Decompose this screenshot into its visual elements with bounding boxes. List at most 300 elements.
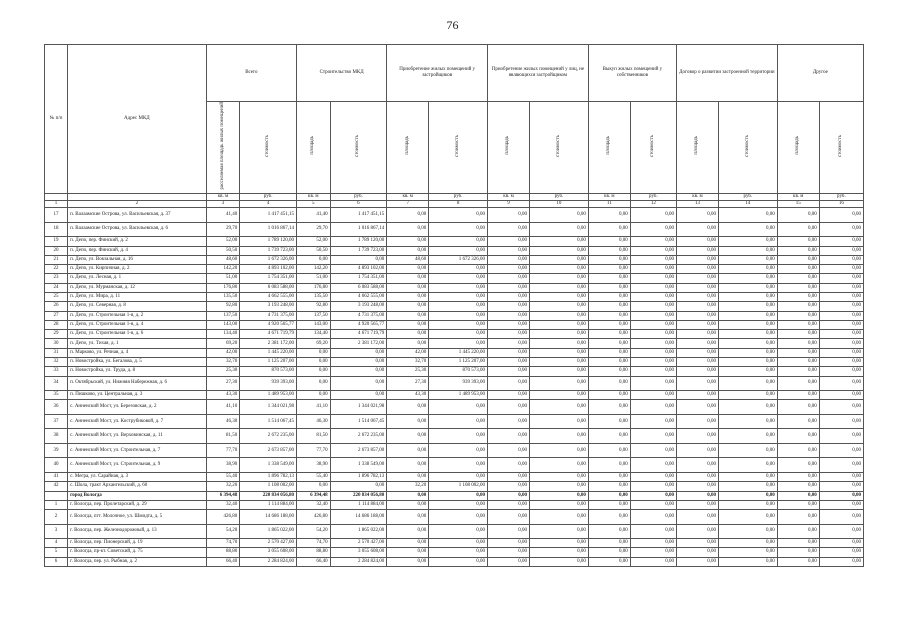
units-cell: кв. м bbox=[387, 193, 429, 200]
value-cell: 41,10 bbox=[296, 400, 330, 415]
address-cell: г. Вологда, пер. Железнодорожный, д. 13 bbox=[68, 524, 207, 539]
value-cell: 77,70 bbox=[296, 443, 330, 458]
value-cell: 0,00 bbox=[718, 524, 777, 539]
table-row bbox=[45, 274, 864, 283]
value-cell: 1 016 867,14 bbox=[330, 222, 387, 237]
units-cell: кв. м bbox=[488, 193, 530, 200]
value-cell: 0,00 bbox=[530, 358, 589, 367]
value-cell: 46,30 bbox=[206, 414, 240, 429]
value-cell: 0,00 bbox=[676, 472, 718, 481]
row-number-cell: 31 bbox=[45, 348, 68, 357]
address-cell: с. Анненский Мост, ул. Кострубиковой, д. 7 bbox=[68, 414, 207, 429]
value-cell: 6 083 588,00 bbox=[330, 283, 387, 292]
value-cell: 0,00 bbox=[530, 255, 589, 264]
value-cell: 0,00 bbox=[488, 510, 530, 525]
value-cell: 0,00 bbox=[630, 246, 676, 255]
value-cell: 0,00 bbox=[387, 500, 429, 509]
value-cell: 6 083 588,00 bbox=[240, 283, 297, 292]
value-cell: 2 284 824,00 bbox=[330, 557, 387, 566]
row-number-cell: 4 bbox=[45, 539, 68, 548]
value-cell: 0,00 bbox=[530, 339, 589, 348]
header-vertical-label: стоимость bbox=[530, 102, 589, 194]
value-cell: 66,40 bbox=[206, 557, 240, 566]
subtotal-row bbox=[45, 491, 864, 500]
value-cell: 0,00 bbox=[676, 246, 718, 255]
value-cell: 0,00 bbox=[429, 208, 488, 223]
value-cell: 0,00 bbox=[429, 302, 488, 311]
value-cell: 1 514 067,45 bbox=[330, 414, 387, 429]
value-cell: 0,00 bbox=[630, 222, 676, 237]
value-cell: 0,00 bbox=[819, 500, 863, 509]
address-cell: п. Новостройка, ул. Труда, д. 8 bbox=[68, 367, 207, 376]
value-cell: 0,00 bbox=[819, 482, 863, 491]
value-cell: 0,00 bbox=[718, 539, 777, 548]
value-cell: 1 108 002,00 bbox=[429, 482, 488, 491]
value-cell: 2 570 427,00 bbox=[240, 539, 297, 548]
value-cell: 0,00 bbox=[718, 302, 777, 311]
value-cell: 1 754 351,00 bbox=[330, 274, 387, 283]
value-cell: 0,00 bbox=[330, 255, 387, 264]
value-cell: 0,00 bbox=[718, 293, 777, 302]
value-cell: 52,00 bbox=[296, 237, 330, 246]
mkd-resettlement-table bbox=[44, 44, 864, 567]
value-cell: 0,00 bbox=[718, 339, 777, 348]
value-cell: 0,00 bbox=[819, 237, 863, 246]
column-number-row bbox=[45, 200, 864, 207]
value-cell: 4 920 565,77 bbox=[330, 320, 387, 329]
value-cell: 135,50 bbox=[296, 293, 330, 302]
value-cell: 0,00 bbox=[777, 320, 819, 329]
value-cell: 0,00 bbox=[588, 246, 630, 255]
value-cell: 0,00 bbox=[429, 524, 488, 539]
value-cell: 0,00 bbox=[429, 237, 488, 246]
value-cell: 0,00 bbox=[777, 293, 819, 302]
value-cell: 0,00 bbox=[819, 246, 863, 255]
value-cell: 1 489 953,00 bbox=[429, 391, 488, 400]
address-cell: п. Новостройка, ул. Бегалова, д. 5 bbox=[68, 358, 207, 367]
value-cell: 0,00 bbox=[777, 557, 819, 566]
value-cell: 0,00 bbox=[676, 391, 718, 400]
value-cell: 0,00 bbox=[296, 255, 330, 264]
value-cell: 51,00 bbox=[206, 274, 240, 283]
table-row bbox=[45, 400, 864, 415]
value-cell: 0,00 bbox=[630, 557, 676, 566]
value-cell: 27,30 bbox=[387, 376, 429, 391]
row-number-cell: 23 bbox=[45, 274, 68, 283]
value-cell: 0,00 bbox=[530, 237, 589, 246]
address-cell: п. Депо, ул. Мира, д. 11 bbox=[68, 293, 207, 302]
row-number-cell: 33 bbox=[45, 367, 68, 376]
value-cell: 0,00 bbox=[588, 510, 630, 525]
address-cell: г. Вологда, пгт. Молочное, ул. Шмидта, д. 5 bbox=[68, 510, 207, 525]
value-cell: 0,00 bbox=[819, 443, 863, 458]
value-cell: 0,00 bbox=[530, 429, 589, 444]
value-cell: 0,00 bbox=[387, 414, 429, 429]
value-cell: 0,00 bbox=[777, 222, 819, 237]
address-cell: п. Депо, ул. Строительная 1-я, д. 4 bbox=[68, 320, 207, 329]
value-cell: 42,00 bbox=[206, 348, 240, 357]
value-cell: 0,00 bbox=[530, 524, 589, 539]
value-cell: 0,00 bbox=[387, 429, 429, 444]
value-cell: 1 016 867,14 bbox=[240, 222, 297, 237]
value-cell: 135,50 bbox=[206, 293, 240, 302]
value-cell: 4 662 555,00 bbox=[240, 293, 297, 302]
table-row bbox=[45, 330, 864, 339]
value-cell: 0,00 bbox=[488, 500, 530, 509]
header-group-row bbox=[45, 45, 864, 102]
address-cell: с. Анненский Мост, ул. Верховинская, д. 11 bbox=[68, 429, 207, 444]
table-row bbox=[45, 348, 864, 357]
units-cell: руб. bbox=[718, 193, 777, 200]
header-vertical-label: расселяемая площадь жилых помещений bbox=[206, 102, 240, 194]
units-cell: кв. м bbox=[206, 193, 240, 200]
header-vertical-label: площадь bbox=[296, 102, 330, 194]
header-vertical-label: стоимость bbox=[819, 102, 863, 194]
value-cell: 0,00 bbox=[588, 265, 630, 274]
value-cell: 0,00 bbox=[588, 255, 630, 264]
table-row bbox=[45, 458, 864, 473]
address-cell: п. Депо, ул. Северная, д. 8 bbox=[68, 302, 207, 311]
address-cell: г. Вологда, пер. Пролетарский, д. 29 bbox=[68, 500, 207, 509]
value-cell: 0,00 bbox=[429, 320, 488, 329]
table-row bbox=[45, 539, 864, 548]
value-cell: 0,00 bbox=[777, 274, 819, 283]
value-cell: 220 834 056,80 bbox=[330, 491, 387, 500]
value-cell: 0,00 bbox=[488, 208, 530, 223]
value-cell: 0,00 bbox=[718, 255, 777, 264]
value-cell: 0,00 bbox=[630, 443, 676, 458]
value-cell: 1 789 120,00 bbox=[240, 237, 297, 246]
table-row bbox=[45, 391, 864, 400]
table-row bbox=[45, 500, 864, 509]
value-cell: 0,00 bbox=[676, 358, 718, 367]
header-group-total: Всего bbox=[206, 45, 296, 102]
value-cell: 0,00 bbox=[588, 293, 630, 302]
value-cell: 939 393,00 bbox=[240, 376, 297, 391]
value-cell: 0,00 bbox=[676, 491, 718, 500]
column-number-cell: 2 bbox=[68, 200, 207, 207]
value-cell: 0,00 bbox=[630, 330, 676, 339]
value-cell: 0,00 bbox=[676, 500, 718, 509]
value-cell: 1 114 884,00 bbox=[240, 500, 297, 509]
value-cell: 0,00 bbox=[630, 400, 676, 415]
value-cell: 32,40 bbox=[296, 500, 330, 509]
table-row bbox=[45, 246, 864, 255]
value-cell: 2 673 857,00 bbox=[240, 443, 297, 458]
value-cell: 0,00 bbox=[777, 255, 819, 264]
value-cell: 0,00 bbox=[588, 500, 630, 509]
value-cell: 54,20 bbox=[206, 524, 240, 539]
value-cell: 6 394,48 bbox=[206, 491, 240, 500]
value-cell: 0,00 bbox=[387, 458, 429, 473]
address-cell: п. Валаамские Острова, ул. Васильевская, д. 37 bbox=[68, 208, 207, 223]
header-group-purchase-developers: Приобретение жилых помещений у застройщиков bbox=[387, 45, 488, 102]
value-cell: 0,00 bbox=[330, 358, 387, 367]
value-cell: 0,00 bbox=[777, 358, 819, 367]
value-cell: 1 672 326,00 bbox=[429, 255, 488, 264]
value-cell: 0,00 bbox=[429, 246, 488, 255]
table-row bbox=[45, 302, 864, 311]
value-cell: 0,00 bbox=[718, 348, 777, 357]
row-number-cell: 37 bbox=[45, 414, 68, 429]
header-vertical-label: стоимость bbox=[429, 102, 488, 194]
value-cell: 32,20 bbox=[387, 482, 429, 491]
value-cell: 0,00 bbox=[819, 348, 863, 357]
value-cell: 0,00 bbox=[676, 330, 718, 339]
value-cell: 0,00 bbox=[718, 237, 777, 246]
value-cell: 0,00 bbox=[676, 320, 718, 329]
address-cell: г. Вологда, пер. Пионерский, д. 19 bbox=[68, 539, 207, 548]
value-cell: 0,00 bbox=[630, 348, 676, 357]
value-cell: 2 381 172,00 bbox=[330, 339, 387, 348]
value-cell: 4 731 375,00 bbox=[240, 311, 297, 320]
value-cell: 1 417 451,15 bbox=[330, 208, 387, 223]
header-group-other: Другое bbox=[777, 45, 863, 102]
value-cell: 46,30 bbox=[296, 414, 330, 429]
value-cell: 0,00 bbox=[387, 265, 429, 274]
value-cell: 0,00 bbox=[630, 472, 676, 481]
value-cell: 0,00 bbox=[387, 237, 429, 246]
value-cell: 0,00 bbox=[718, 458, 777, 473]
column-number-cell: 9 bbox=[488, 200, 530, 207]
table-body bbox=[45, 193, 864, 566]
address-cell: с. Шола, тракт Архангельский, д. 60 bbox=[68, 482, 207, 491]
address-cell: с. Анненский Мост, ул. Березовская, д. 2 bbox=[68, 400, 207, 415]
value-cell: 0,00 bbox=[630, 548, 676, 557]
value-cell: 870 573,00 bbox=[429, 367, 488, 376]
table-row bbox=[45, 510, 864, 525]
value-cell: 0,00 bbox=[718, 376, 777, 391]
value-cell: 0,00 bbox=[330, 391, 387, 400]
value-cell: 0,00 bbox=[429, 265, 488, 274]
value-cell: 0,00 bbox=[429, 510, 488, 525]
address-cell: с. Анненский Мост, ул. Строительная, д. 9 bbox=[68, 458, 207, 473]
page-number: 76 bbox=[446, 18, 459, 32]
header-vertical-label: площадь bbox=[676, 102, 718, 194]
column-number-cell: 5 bbox=[296, 200, 330, 207]
value-cell: 426,80 bbox=[296, 510, 330, 525]
value-cell: 0,00 bbox=[819, 367, 863, 376]
value-cell: 0,00 bbox=[718, 367, 777, 376]
value-cell: 3 055 608,00 bbox=[240, 548, 297, 557]
value-cell: 0,00 bbox=[387, 311, 429, 320]
row-number-cell: 28 bbox=[45, 320, 68, 329]
row-number-cell: 34 bbox=[45, 376, 68, 391]
units-cell: руб. bbox=[819, 193, 863, 200]
row-number-cell: 35 bbox=[45, 391, 68, 400]
value-cell: 74,70 bbox=[206, 539, 240, 548]
value-cell: 4 671 719,79 bbox=[330, 330, 387, 339]
column-number-cell: 11 bbox=[588, 200, 630, 207]
value-cell: 0,00 bbox=[630, 274, 676, 283]
value-cell: 0,00 bbox=[676, 376, 718, 391]
value-cell: 43,30 bbox=[387, 391, 429, 400]
value-cell: 0,00 bbox=[330, 376, 387, 391]
address-cell: г. Вологда, пр-кт. Советский, д. 75 bbox=[68, 548, 207, 557]
value-cell: 0,00 bbox=[488, 237, 530, 246]
value-cell: 0,00 bbox=[429, 491, 488, 500]
value-cell: 48,60 bbox=[206, 255, 240, 264]
table-row bbox=[45, 367, 864, 376]
value-cell: 0,00 bbox=[530, 330, 589, 339]
value-cell: 176,80 bbox=[206, 283, 240, 292]
value-cell: 0,00 bbox=[530, 208, 589, 223]
value-cell: 1 338 549,00 bbox=[330, 458, 387, 473]
value-cell: 0,00 bbox=[676, 255, 718, 264]
value-cell: 0,00 bbox=[488, 400, 530, 415]
value-cell: 0,00 bbox=[429, 293, 488, 302]
value-cell: 0,00 bbox=[630, 339, 676, 348]
value-cell: 0,00 bbox=[718, 358, 777, 367]
value-cell: 0,00 bbox=[488, 330, 530, 339]
value-cell: 0,00 bbox=[530, 265, 589, 274]
value-cell: 0,00 bbox=[718, 311, 777, 320]
value-cell: 0,00 bbox=[777, 376, 819, 391]
value-cell: 0,00 bbox=[777, 414, 819, 429]
value-cell: 0,00 bbox=[676, 293, 718, 302]
address-cell: п. Депо, ул. Строительная 1-я, д. 6 bbox=[68, 330, 207, 339]
column-number-cell: 10 bbox=[530, 200, 589, 207]
value-cell: 0,00 bbox=[588, 557, 630, 566]
row-number-cell: 19 bbox=[45, 237, 68, 246]
column-number-cell: 8 bbox=[429, 200, 488, 207]
value-cell: 0,00 bbox=[387, 400, 429, 415]
value-cell: 1 108 002,00 bbox=[240, 482, 297, 491]
value-cell: 0,00 bbox=[718, 265, 777, 274]
value-cell: 0,00 bbox=[777, 491, 819, 500]
row-number-cell: 20 bbox=[45, 246, 68, 255]
value-cell: 0,00 bbox=[488, 376, 530, 391]
value-cell: 0,00 bbox=[777, 500, 819, 509]
value-cell: 0,00 bbox=[488, 246, 530, 255]
value-cell: 0,00 bbox=[819, 339, 863, 348]
value-cell: 0,00 bbox=[387, 302, 429, 311]
value-cell: 0,00 bbox=[718, 443, 777, 458]
value-cell: 0,00 bbox=[777, 548, 819, 557]
value-cell: 4 731 375,00 bbox=[330, 311, 387, 320]
value-cell: 143,00 bbox=[296, 320, 330, 329]
value-cell: 0,00 bbox=[777, 367, 819, 376]
value-cell: 43,30 bbox=[206, 391, 240, 400]
value-cell: 0,00 bbox=[676, 443, 718, 458]
value-cell: 0,00 bbox=[429, 539, 488, 548]
value-cell: 1 338 549,00 bbox=[240, 458, 297, 473]
value-cell: 1 672 326,00 bbox=[240, 255, 297, 264]
value-cell: 0,00 bbox=[819, 376, 863, 391]
value-cell: 92,80 bbox=[296, 302, 330, 311]
value-cell: 0,00 bbox=[530, 491, 589, 500]
value-cell: 0,00 bbox=[777, 510, 819, 525]
units-cell: руб. bbox=[429, 193, 488, 200]
value-cell: 1 739 723,00 bbox=[330, 246, 387, 255]
column-number-cell: 7 bbox=[387, 200, 429, 207]
value-cell: 0,00 bbox=[676, 458, 718, 473]
value-cell: 0,00 bbox=[488, 348, 530, 357]
value-cell: 0,00 bbox=[588, 237, 630, 246]
value-cell: 0,00 bbox=[819, 391, 863, 400]
value-cell: 0,00 bbox=[676, 283, 718, 292]
value-cell: 2 673 857,00 bbox=[330, 443, 387, 458]
value-cell: 1 865 022,00 bbox=[240, 524, 297, 539]
value-cell: 0,00 bbox=[718, 548, 777, 557]
value-cell: 0,00 bbox=[676, 237, 718, 246]
value-cell: 0,00 bbox=[718, 283, 777, 292]
value-cell: 0,00 bbox=[488, 265, 530, 274]
value-cell: 0,00 bbox=[718, 482, 777, 491]
value-cell: 29,70 bbox=[296, 222, 330, 237]
column-number-cell: 13 bbox=[676, 200, 718, 207]
header-vertical-label: площадь bbox=[387, 102, 429, 194]
row-number-cell: 26 bbox=[45, 302, 68, 311]
row-number-cell: 41 bbox=[45, 472, 68, 481]
value-cell: 0,00 bbox=[718, 500, 777, 509]
value-cell: 41,40 bbox=[206, 208, 240, 223]
value-cell: 0,00 bbox=[676, 367, 718, 376]
value-cell: 0,00 bbox=[630, 320, 676, 329]
address-cell: п. Депо, пер. Финский, д. 2 bbox=[68, 237, 207, 246]
value-cell: 0,00 bbox=[819, 274, 863, 283]
value-cell: 0,00 bbox=[488, 414, 530, 429]
value-cell: 0,00 bbox=[718, 400, 777, 415]
value-cell: 0,00 bbox=[488, 472, 530, 481]
column-number-cell: 15 bbox=[777, 200, 819, 207]
value-cell: 0,00 bbox=[630, 429, 676, 444]
value-cell: 0,00 bbox=[718, 330, 777, 339]
address-cell: п. Октябрьский, ул. Нижняя Набережная, д. 6 bbox=[68, 376, 207, 391]
value-cell: 0,00 bbox=[588, 283, 630, 292]
value-cell: 3 193 248,00 bbox=[330, 302, 387, 311]
value-cell: 0,00 bbox=[777, 208, 819, 223]
value-cell: 0,00 bbox=[676, 510, 718, 525]
value-cell: 0,00 bbox=[488, 358, 530, 367]
value-cell: 0,00 bbox=[296, 482, 330, 491]
value-cell: 50,50 bbox=[206, 246, 240, 255]
value-cell: 0,00 bbox=[296, 358, 330, 367]
value-cell: 2 284 824,00 bbox=[240, 557, 297, 566]
value-cell: 0,00 bbox=[819, 539, 863, 548]
value-cell: 870 573,00 bbox=[240, 367, 297, 376]
row-number-cell: 6 bbox=[45, 557, 68, 566]
table-row bbox=[45, 208, 864, 223]
table-row bbox=[45, 339, 864, 348]
value-cell: 0,00 bbox=[530, 482, 589, 491]
table-row bbox=[45, 293, 864, 302]
row-number-cell: 22 bbox=[45, 265, 68, 274]
value-cell: 0,00 bbox=[718, 391, 777, 400]
value-cell: 0,00 bbox=[676, 348, 718, 357]
value-cell: 1 344 021,98 bbox=[330, 400, 387, 415]
value-cell: 137,50 bbox=[296, 311, 330, 320]
value-cell: 0,00 bbox=[630, 208, 676, 223]
value-cell: 0,00 bbox=[429, 414, 488, 429]
value-cell: 1 445 220,00 bbox=[240, 348, 297, 357]
value-cell: 0,00 bbox=[488, 524, 530, 539]
value-cell: 142,20 bbox=[296, 265, 330, 274]
header-group-buyout-owners: Выкуп жилых помещений у собственников bbox=[588, 45, 676, 102]
value-cell: 52,00 bbox=[206, 237, 240, 246]
value-cell: 4 893 102,00 bbox=[330, 265, 387, 274]
value-cell: 0,00 bbox=[588, 358, 630, 367]
value-cell: 0,00 bbox=[530, 472, 589, 481]
value-cell: 0,00 bbox=[718, 557, 777, 566]
value-cell: 0,00 bbox=[530, 391, 589, 400]
value-cell: 0,00 bbox=[296, 367, 330, 376]
value-cell: 0,00 bbox=[488, 482, 530, 491]
value-cell: 0,00 bbox=[530, 510, 589, 525]
value-cell: 0,00 bbox=[429, 500, 488, 509]
value-cell: 0,00 bbox=[387, 524, 429, 539]
value-cell: 0,00 bbox=[777, 524, 819, 539]
